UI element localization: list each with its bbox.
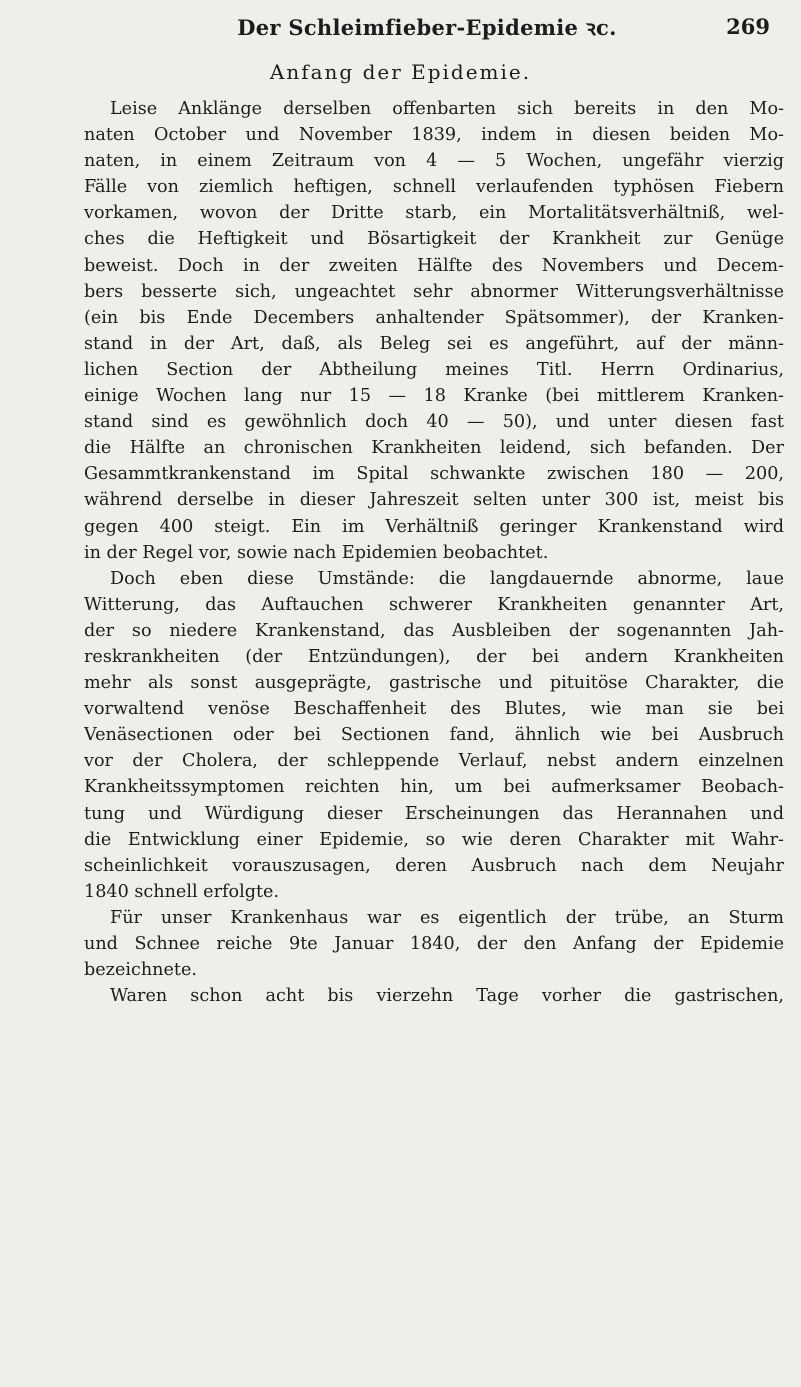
text-line: bezeichnete. <box>84 960 197 981</box>
text-line: stand sind es gewöhnlich doch 40 — 50), und unter diesen fast <box>84 412 784 433</box>
text-line: Gesammtkrankenstand im Spital schwankte zwischen 180 — 200, <box>84 464 784 485</box>
page-number: 269 <box>726 14 770 39</box>
text-line: vorwaltend venöse Beschaffenheit des Blutes, wie man sie bei <box>84 699 784 720</box>
text-line: vor der Cholera, der schleppende Verlauf, nebst andern einzelnen <box>84 751 784 772</box>
text-line: tung und Würdigung dieser Erscheinungen das Herannahen und <box>84 803 784 824</box>
text-line: einige Wochen lang nur 15 — 18 Kranke (bei mittlerem Kranken- <box>84 386 784 407</box>
text-line: Waren schon acht bis vierzehn Tage vorher die gastrischen, <box>110 986 784 1007</box>
text-line: gegen 400 steigt. Ein im Verhältniß geringer Krankenstand wird <box>84 516 784 537</box>
body-text <box>84 96 784 1009</box>
text-line: Krankheitssymptomen reichten hin, um bei aufmerksamer Beobach- <box>84 777 784 798</box>
text-line: in der Regel vor, sowie nach Epidemien beobachtet. <box>84 542 549 563</box>
text-line: ches die Heftigkeit und Bösartigkeit der Krankheit zur Genüge <box>84 229 784 250</box>
text-line: während derselbe in dieser Jahreszeit selten unter 300 ist, meist bis <box>84 490 784 511</box>
text-line: vorkamen, wovon der Dritte starb, ein Mortalitätsverhältniß, wel- <box>84 203 784 224</box>
text-line: (ein bis Ende Decembers anhaltender Spätsommer), der Kranken- <box>84 307 784 328</box>
text-line: 1840 schnell erfolgte. <box>84 881 280 902</box>
text-line: stand in der Art, daß, als Beleg sei es angeführt, auf der männ- <box>84 333 784 354</box>
text-line: scheinlichkeit vorauszusagen, deren Ausbruch nach dem Neujahr <box>84 855 784 876</box>
text-line: der so niedere Krankenstand, das Ausbleiben der sogenannten Jah- <box>84 620 784 641</box>
text-line: und Schnee reiche 9te Januar 1840, der den Anfang der Epidemie <box>84 934 784 954</box>
text-line: mehr als sonst ausgeprägte, gastrische und pituitöse Charakter, die <box>84 673 784 694</box>
running-head-title: Der Schleimfieber-Epidemie ꝛc. <box>237 15 617 40</box>
text-line: Fälle von ziemlich heftigen, schnell verlaufenden typhösen Fiebern <box>84 177 784 198</box>
text-line: Für unser Krankenhaus war es eigentlich der trübe, an Sturm <box>110 907 784 928</box>
text-line: Doch eben diese Umstände: die langdauernde abnorme, laue <box>110 568 784 589</box>
text-line: die Hälfte an chronischen Krankheiten leidend, sich befanden. Der <box>84 438 784 459</box>
text-line: beweist. Doch in der zweiten Hälfte des Novembers und Decem- <box>84 255 784 276</box>
text-line: Leise Anklänge derselben offenbarten sich bereits in den Mo- <box>110 99 784 119</box>
running-head <box>84 14 770 44</box>
text-line: die Entwicklung einer Epidemie, so wie deren Charakter mit Wahr- <box>84 829 784 850</box>
text-line: lichen Section der Abtheilung meines Titl. Herrn Ordinarius, <box>84 359 784 380</box>
section-heading: Anfang der Epidemie. <box>269 60 532 84</box>
text-line: Witterung, das Auftauchen schwerer Krankheiten genannter Art, <box>84 594 784 615</box>
text-line: naten, in einem Zeitraum von 4 — 5 Wochen, ungefähr vierzig <box>84 151 784 172</box>
text-line: Venäsectionen oder bei Sectionen fand, ähnlich wie bei Ausbruch <box>84 725 784 746</box>
text-line: reskrankheiten (der Entzündungen), der bei andern Krankheiten <box>84 646 784 667</box>
text-line: naten October und November 1839, indem in diesen beiden Mo- <box>84 125 784 146</box>
text-line: bers besserte sich, ungeachtet sehr abnormer Witterungsverhältnisse <box>84 281 784 302</box>
